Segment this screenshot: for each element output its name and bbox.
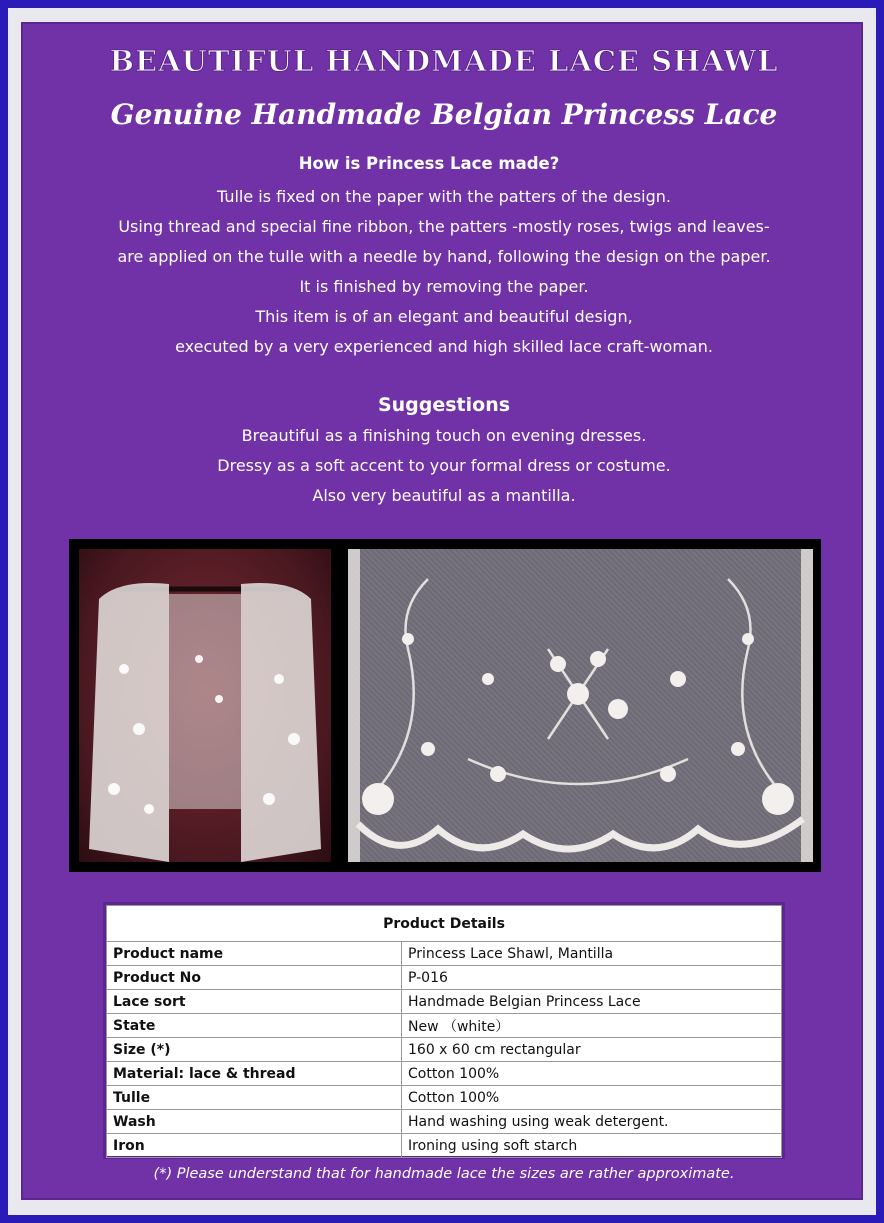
lace-detail-photo — [348, 549, 813, 862]
detail-key: Product name — [107, 942, 402, 966]
size-footnote: (*) Please understand that for handmade lace the sizes are rather approximate. — [153, 1166, 735, 1182]
table-row — [107, 1134, 782, 1158]
detail-key: Material: lace & thread — [107, 1062, 402, 1086]
how-made-line: are applied on the tulle with a needle by hand, following the design on the paper. — [117, 247, 771, 266]
detail-key: Product No — [107, 966, 402, 990]
detail-value: Hand washing using weak detergent. — [402, 1110, 782, 1134]
detail-value: Cotton 100% — [402, 1062, 782, 1086]
detail-key: State — [107, 1014, 402, 1038]
suggestion-line: Also very beautiful as a mantilla. — [312, 486, 576, 505]
detail-key: Wash — [107, 1110, 402, 1134]
product-details-table — [103, 902, 785, 1159]
table-row — [107, 1062, 782, 1086]
table-row — [107, 966, 782, 990]
page-subtitle: Genuine Handmade Belgian Princess Lace — [110, 98, 778, 131]
table-row — [107, 1014, 782, 1038]
detail-value: New （white） — [402, 1014, 782, 1038]
detail-key: Size (*) — [107, 1038, 402, 1062]
how-made-line: It is finished by removing the paper. — [299, 277, 589, 296]
page-title: BEAUTIFUL HANDMADE LACE SHAWL — [109, 44, 779, 78]
table-row — [107, 942, 782, 966]
suggestions-heading: Suggestions — [377, 394, 511, 416]
table-row — [107, 1110, 782, 1134]
product-details-heading: Product Details — [107, 906, 782, 942]
table-row — [107, 1086, 782, 1110]
detail-value: P-016 — [402, 966, 782, 990]
detail-key: Tulle — [107, 1086, 402, 1110]
detail-key: Iron — [107, 1134, 402, 1158]
detail-value: Cotton 100% — [402, 1086, 782, 1110]
how-made-line: This item is of an elegant and beautiful design, — [255, 307, 633, 326]
how-made-line: executed by a very experienced and high skilled lace craft-woman. — [175, 337, 713, 356]
how-made-text — [23, 182, 865, 362]
suggestions-text — [23, 421, 865, 511]
suggestion-line: Dressy as a soft accent to your formal dress or costume. — [217, 456, 671, 475]
detail-value: 160 x 60 cm rectangular — [402, 1038, 782, 1062]
detail-value: Handmade Belgian Princess Lace — [402, 990, 782, 1014]
suggestion-line: Breautiful as a finishing touch on evening dresses. — [241, 426, 647, 445]
product-photos — [69, 539, 821, 872]
detail-key: Lace sort — [107, 990, 402, 1014]
shawl-on-hanger-photo — [79, 549, 331, 862]
how-made-line: Tulle is fixed on the paper with the patters of the design. — [216, 187, 672, 206]
detail-value: Princess Lace Shawl, Mantilla — [402, 942, 782, 966]
detail-value: Ironing using soft starch — [402, 1134, 782, 1158]
table-row — [107, 990, 782, 1014]
content-panel — [21, 22, 863, 1200]
how-made-line: Using thread and special fine ribbon, the patters -mostly roses, twigs and leaves- — [118, 217, 770, 236]
table-row — [107, 1038, 782, 1062]
how-made-heading: How is Princess Lace made? — [298, 154, 560, 173]
